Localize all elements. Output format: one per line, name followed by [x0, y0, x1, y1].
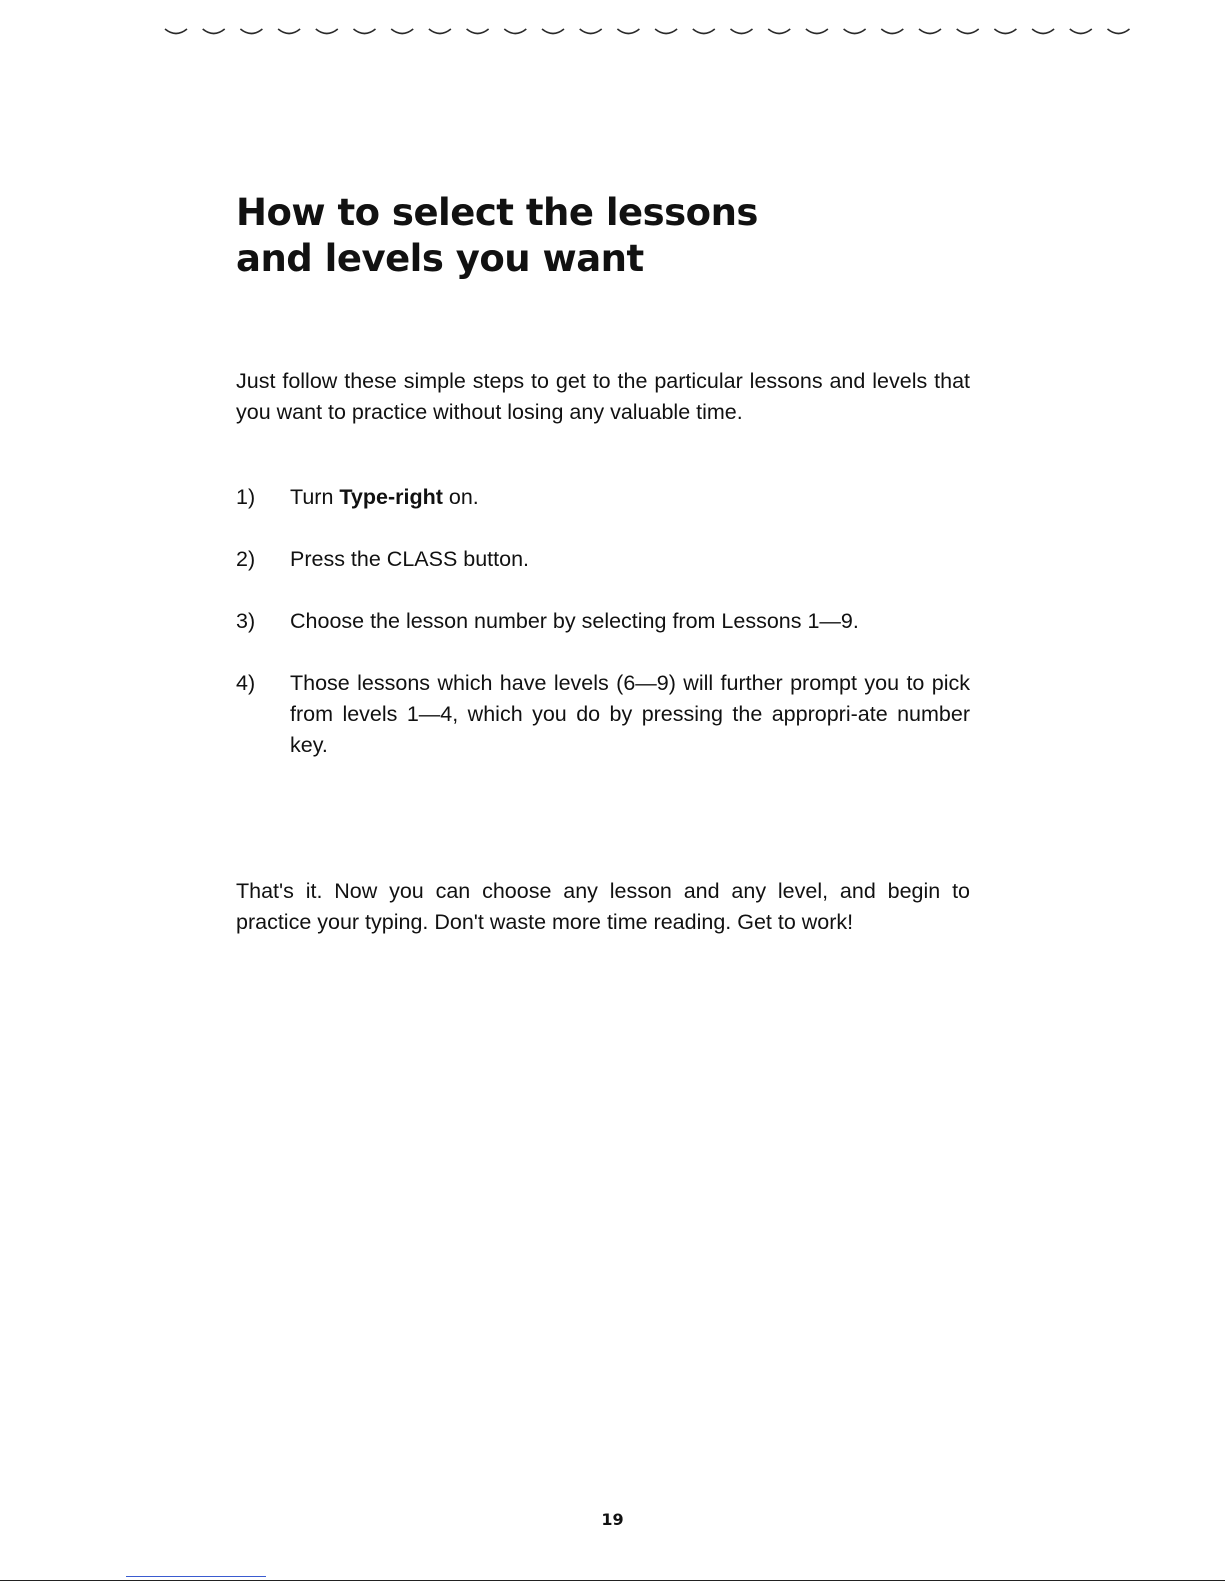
binding-hole-mark [240, 29, 262, 34]
binding-hole-mark [278, 29, 300, 34]
step-text-after: on. [442, 485, 479, 509]
binding-holes-graphic [0, 14, 1225, 44]
step-number: 4) [236, 671, 256, 695]
closing-paragraph: That's it. Now you can choose any lesson and any level, and begin to practice your typing. Don't waste more time reading. Get to work! [236, 879, 970, 934]
step-text-before: Turn [290, 485, 340, 509]
binding-hole-mark [165, 29, 187, 34]
spiral-binding-marks [0, 14, 1225, 44]
step-text: Those lessons which have levels (6—9) will further prompt you to pick from levels 1—4, which you do by pressing the appropri-ate number key. [290, 671, 970, 757]
binding-hole-mark [994, 29, 1016, 34]
binding-hole-mark [1108, 29, 1130, 34]
binding-hole-mark [1032, 29, 1054, 34]
binding-hole-mark [580, 29, 602, 34]
binding-hole-mark [806, 29, 828, 34]
page-title [236, 190, 758, 282]
step-item [236, 606, 970, 637]
binding-hole-mark [467, 29, 489, 34]
binding-hole-mark [504, 29, 526, 34]
step-number: 1) [236, 485, 256, 509]
binding-hole-mark [617, 29, 639, 34]
binding-hole-mark [693, 29, 715, 34]
step-item [236, 482, 970, 513]
product-name: Type-right [339, 485, 443, 509]
binding-hole-mark [542, 29, 564, 34]
step-text: Press the CLASS button. [290, 547, 530, 571]
bottom-edge-line [0, 1580, 1225, 1581]
page-title-line-1: How to select the lessons [236, 191, 758, 234]
binding-hole-mark [731, 29, 753, 34]
binding-hole-mark [768, 29, 790, 34]
page-title-line-2: and levels you want [236, 237, 644, 280]
binding-hole-mark [957, 29, 979, 34]
binding-hole-mark [919, 29, 941, 34]
binding-hole-mark [1070, 29, 1092, 34]
binding-hole-mark [354, 29, 376, 34]
step-text: Choose the lesson number by selecting from Lessons 1—9. [290, 609, 859, 633]
binding-hole-mark [655, 29, 677, 34]
intro-paragraph: Just follow these simple steps to get to the particular lessons and levels that you want to practice without losing any valuable time. [236, 369, 970, 424]
binding-hole-mark [316, 29, 338, 34]
step-item [236, 668, 970, 761]
bottom-underline-mark [126, 1576, 266, 1577]
binding-hole-mark [203, 29, 225, 34]
step-number: 2) [236, 547, 256, 571]
steps-list [236, 482, 970, 792]
step-item [236, 544, 970, 575]
binding-hole-mark [881, 29, 903, 34]
step-number: 3) [236, 609, 256, 633]
binding-hole-mark [429, 29, 451, 34]
binding-hole-mark [391, 29, 413, 34]
binding-hole-mark [844, 29, 866, 34]
page-number: 19 [601, 1510, 624, 1529]
